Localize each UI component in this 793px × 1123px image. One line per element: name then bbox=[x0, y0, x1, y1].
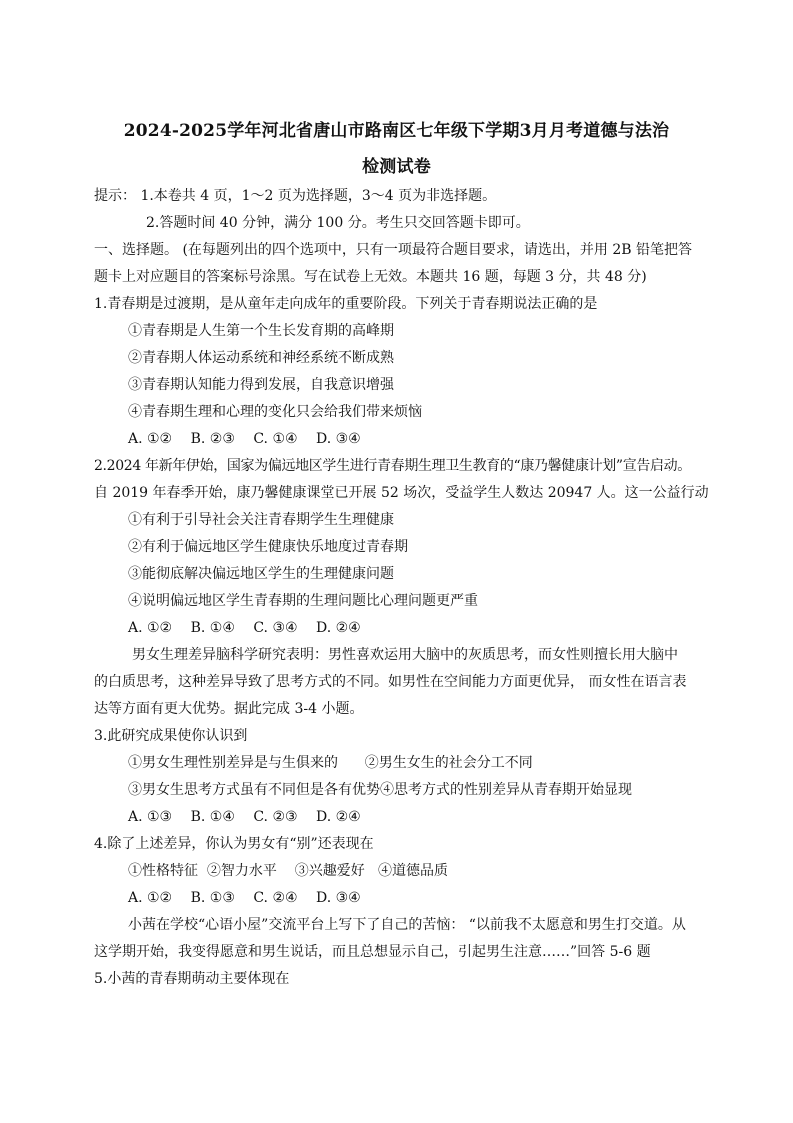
tips-line2: 2.答题时间 40 分钟，满分 100 分。考生只交回答题卡即可。 bbox=[146, 215, 530, 231]
q5-stem: 5.小茜的青春期萌动主要体现在 bbox=[94, 971, 290, 987]
q1-item-3: ③青春期认知能力得到发展，自我意识增强 bbox=[128, 377, 394, 393]
passage1-line1: 男女生理差异脑科学研究表明：男性喜欢运用大脑中的灰质思考，而女性则擅长用大脑中 bbox=[132, 647, 678, 663]
q4-option-b: B. ①③ bbox=[190, 890, 235, 906]
q1-options bbox=[128, 429, 375, 449]
q2-option-a: A. ①② bbox=[128, 620, 173, 636]
q4-option-a: A. ①② bbox=[128, 890, 173, 906]
passage1-line2: 的白质思考，这种差异导致了思考方式的不同。如男性在空间能力方面更优异， 而女性在语言表 bbox=[94, 674, 687, 690]
q1-option-d: D. ③④ bbox=[316, 431, 361, 447]
q3-stem: 3.此研究成果使你认识到 bbox=[94, 728, 248, 744]
q2-item-1: ①有利于引导社会关注青春期学生生理健康 bbox=[128, 512, 394, 528]
q2-option-c: C. ③④ bbox=[253, 620, 298, 636]
q1-item-2: ②青春期人体运动系统和神经系统不断成熟 bbox=[128, 350, 394, 366]
section1-instructions-line1: 一、选择题。 (在每题列出的四个选项中，只有一项最符合题目要求，请选出，并用 2B 铅笔把答 bbox=[94, 242, 693, 258]
exam-title-line1: 2024-2025学年河北省唐山市路南区七年级下学期3月月考道德与法治 bbox=[123, 121, 670, 141]
q3-option-c: C. ②③ bbox=[253, 809, 298, 825]
tips-line1: 提示： 1.本卷共 4 页，1～2 页为选择题，3～4 页为非选择题。 bbox=[94, 188, 497, 204]
exam-title-line2: 检测试卷 bbox=[362, 157, 431, 177]
passage2-line1: 小茜在学校“心语小屋”交流平台上写下了自己的苦恼： “以前我不太愿意和男生打交道。从 bbox=[128, 917, 686, 933]
q4-items-row: ①性格特征 ②智力水平 ③兴趣爱好 ④道德品质 bbox=[128, 863, 449, 879]
q1-option-a: A. ①② bbox=[128, 431, 173, 447]
passage2-line2: 这学期开始，我变得愿意和男生说话，而且总想显示自己，引起男生注意……”回答 5-6 题 bbox=[94, 944, 651, 960]
q3-items-row1: ①男女生理性别差异是与生俱来的 ②男生女生的社会分工不同 bbox=[128, 755, 533, 771]
q4-option-d: D. ③④ bbox=[316, 890, 361, 906]
q4-option-c: C. ②④ bbox=[253, 890, 298, 906]
q1-option-c: C. ①④ bbox=[253, 431, 298, 447]
q2-item-2: ②有利于偏远地区学生健康快乐地度过青春期 bbox=[128, 539, 408, 555]
q1-item-1: ①青春期是人生第一个生长发育期的高峰期 bbox=[128, 323, 394, 339]
q3-option-a: A. ①③ bbox=[128, 809, 173, 825]
q1-option-b: B. ②③ bbox=[190, 431, 235, 447]
q1-stem: 1.青春期是过渡期，是从童年走向成年的重要阶段。下列关于青春期说法正确的是 bbox=[94, 296, 598, 312]
q4-stem: 4.除了上述差异，你认为男女有“别”还表现在 bbox=[94, 836, 374, 852]
q2-item-4: ④说明偏远地区学生青春期的生理问题比心理问题更严重 bbox=[128, 593, 478, 609]
passage1-line3: 达等方面有更大优势。据此完成 3-4 小题。 bbox=[94, 701, 364, 717]
q2-option-d: D. ②④ bbox=[316, 620, 361, 636]
q3-options bbox=[128, 807, 375, 827]
q4-options bbox=[128, 888, 375, 908]
q2-stem-line1: 2.2024 年新年伊始，国家为偏远地区学生进行青春期生理卫生教育的“康乃馨健康计划”宣告启动。 bbox=[94, 458, 691, 474]
section1-instructions-line2: 题卡上对应题目的答案标号涂黑。写在试卷上无效。本题共 16 题，每题 3 分，共 48 分) bbox=[94, 269, 647, 285]
q1-item-4: ④青春期生理和心理的变化只会给我们带来烦恼 bbox=[128, 404, 422, 420]
q3-option-b: B. ①④ bbox=[190, 809, 235, 825]
q3-option-d: D. ②④ bbox=[316, 809, 361, 825]
q2-option-b: B. ①④ bbox=[190, 620, 235, 636]
q2-item-3: ③能彻底解决偏远地区学生的生理健康问题 bbox=[128, 566, 394, 582]
q3-items-row2: ③男女生思考方式虽有不同但是各有优势④思考方式的性别差异从青春期开始显现 bbox=[128, 782, 632, 798]
q2-stem-line2: 自 2019 年春季开始，康乃馨健康课堂已开展 52 场次，受益学生人数达 20947 人。这一公益行动 bbox=[94, 485, 709, 501]
q2-options bbox=[128, 618, 375, 638]
